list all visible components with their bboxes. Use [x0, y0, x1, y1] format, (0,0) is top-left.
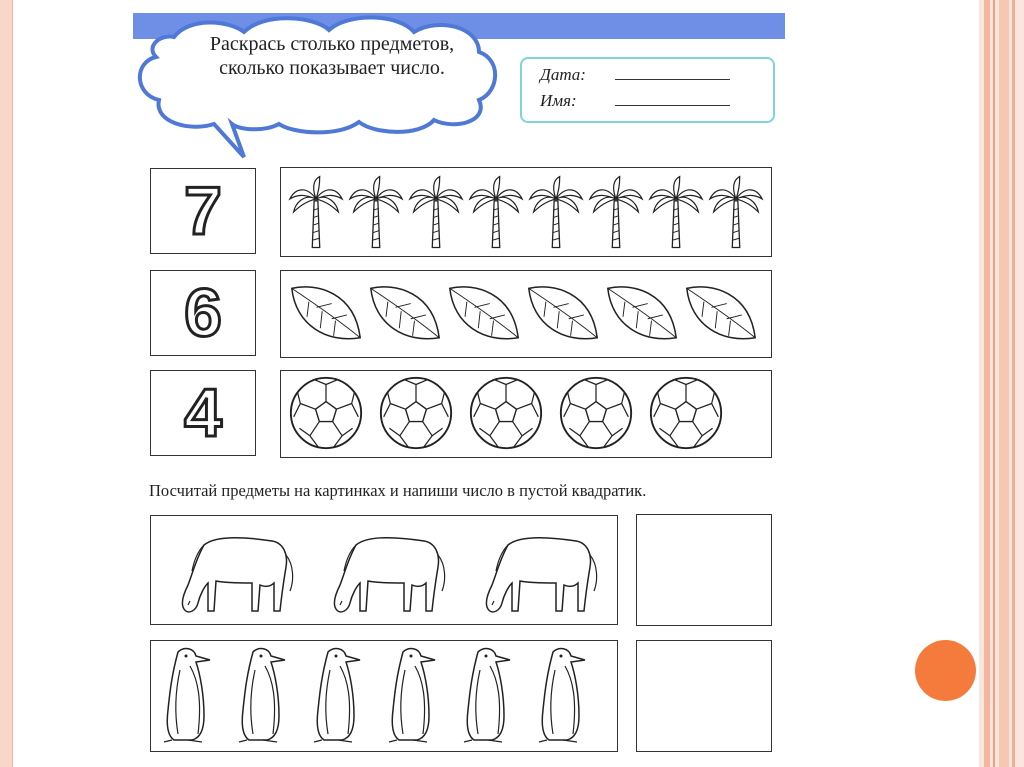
number-7: 7: [184, 173, 222, 249]
penguin-icon: [458, 642, 518, 746]
leaf-icon: [446, 282, 522, 346]
date-line[interactable]: [615, 79, 730, 80]
palm-tree-icon: [408, 173, 464, 251]
soccer-ball-icon: [646, 375, 726, 451]
palm-tree-icon: [648, 173, 704, 251]
palm-tree-icon: [288, 173, 344, 251]
leaf-icon: [288, 282, 364, 346]
number-6: 6: [184, 275, 222, 351]
date-name-box: [520, 57, 775, 123]
penguin-icon: [233, 642, 293, 746]
name-row: [540, 91, 577, 111]
answer-box-horses[interactable]: [636, 514, 772, 626]
answer-box-penguins[interactable]: [636, 640, 772, 752]
name-label: Имя:: [540, 91, 577, 110]
title-line-2: сколько показывает число.: [219, 57, 445, 79]
palm-tree-icon: [348, 173, 404, 251]
leaf-icon: [367, 282, 443, 346]
counting-instruction: Посчитай предметы на картинках и напиши число в пустой квадратик.: [149, 481, 647, 500]
soccer-ball-icon: [286, 375, 366, 451]
number-box-4: [150, 370, 256, 456]
horse-icon: [327, 525, 449, 621]
leaf-icon: [525, 282, 601, 346]
penguin-icon: [158, 642, 218, 746]
soccer-ball-icon: [556, 375, 636, 451]
leaf-icon: [683, 282, 759, 346]
title-line-1: Раскрась столько предметов,: [209, 33, 455, 55]
soccer-ball-icon: [466, 375, 546, 451]
penguin-icon: [533, 642, 593, 746]
horse-icon: [479, 525, 601, 621]
palm-tree-icon: [468, 173, 524, 251]
soccer-ball-icon: [376, 375, 456, 451]
penguin-icon: [308, 642, 368, 746]
number-4: 4: [184, 375, 222, 451]
palm-tree-icon: [708, 173, 764, 251]
orange-circle-decoration: [915, 640, 976, 701]
horse-icon: [175, 525, 297, 621]
palm-tree-icon: [528, 173, 584, 251]
number-box-6: [150, 270, 256, 356]
number-box-7: [150, 168, 256, 254]
worksheet-title: [182, 32, 482, 80]
date-label: Дата:: [540, 65, 586, 84]
slide-left-border: [0, 0, 13, 767]
date-row: [540, 65, 586, 85]
penguin-icon: [383, 642, 443, 746]
slide-right-border: [979, 0, 1024, 767]
leaf-icon: [604, 282, 680, 346]
name-line[interactable]: [615, 105, 730, 106]
palm-tree-icon: [588, 173, 644, 251]
